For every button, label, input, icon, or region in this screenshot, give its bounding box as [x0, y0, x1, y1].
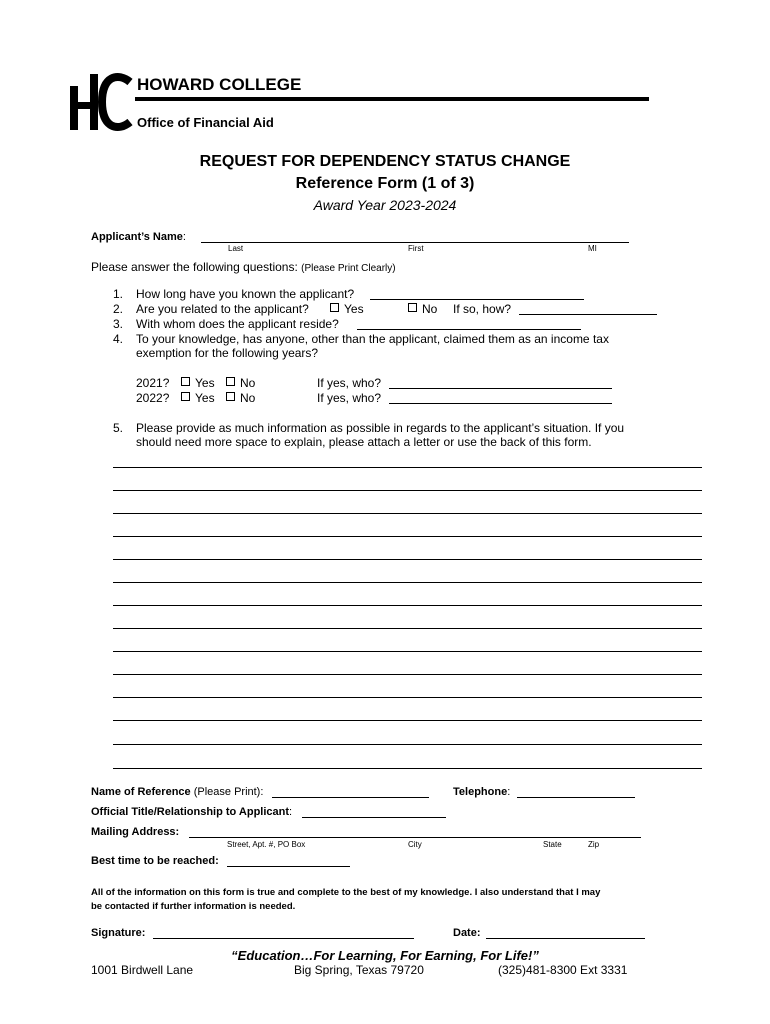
q1-text: How long have you known the applicant?	[136, 287, 355, 301]
certification-line1: All of the information on this form is true and complete to the best of my knowledge. I also understand that I may	[91, 887, 601, 898]
header-rule	[135, 97, 649, 101]
answer-line[interactable]	[113, 559, 702, 560]
answer-line[interactable]	[113, 768, 702, 769]
date-field[interactable]	[486, 938, 645, 939]
best-time-field[interactable]	[227, 866, 350, 867]
q4-year-2022: 2022?	[136, 391, 170, 405]
mailing-state-caption: State	[543, 840, 562, 849]
hc-logo-icon	[68, 72, 134, 132]
q2-number: 2.	[113, 302, 124, 316]
q1-number: 1.	[113, 287, 124, 301]
footer-motto: “Education…For Learning, For Earning, For Life!”	[231, 948, 539, 963]
answer-line[interactable]	[113, 513, 702, 514]
questions-intro: Please answer the following questions: (Please Print Clearly)	[91, 260, 396, 274]
q3-number: 3.	[113, 317, 124, 331]
college-name: HOWARD COLLEGE	[137, 75, 302, 94]
signature-field[interactable]	[153, 938, 414, 939]
answer-line[interactable]	[113, 536, 702, 537]
mailing-zip-caption: Zip	[588, 840, 600, 849]
q3-answer-field[interactable]	[357, 329, 581, 330]
q2-how-field[interactable]	[519, 314, 657, 315]
q1-answer-field[interactable]	[370, 299, 584, 300]
q4-2022-yes[interactable]: Yes	[181, 391, 215, 405]
checkbox-icon[interactable]	[408, 303, 417, 312]
checkbox-icon[interactable]	[330, 303, 339, 312]
answer-line[interactable]	[113, 605, 702, 606]
footer-phone: (325)481-8300 Ext 3331	[498, 963, 628, 977]
q4-number: 4.	[113, 332, 124, 346]
answer-line[interactable]	[113, 697, 702, 698]
applicant-mi-caption: MI	[588, 244, 597, 253]
answer-line[interactable]	[113, 582, 702, 583]
telephone-label: Telephone:	[453, 786, 511, 798]
college-logo	[68, 72, 134, 132]
q2-text: Are you related to the applicant?	[136, 302, 309, 316]
telephone-field[interactable]	[517, 797, 635, 798]
footer-address: 1001 Birdwell Lane	[91, 963, 194, 977]
q4-year-2021: 2021?	[136, 376, 170, 390]
q5-number: 5.	[113, 421, 124, 435]
best-time-label: Best time to be reached:	[91, 855, 219, 867]
q2-yes-option[interactable]: Yes	[330, 302, 364, 316]
answer-line[interactable]	[113, 744, 702, 745]
applicant-name-field[interactable]	[201, 242, 629, 243]
mailing-address-label: Mailing Address:	[91, 826, 180, 838]
applicant-last-caption: Last	[228, 244, 244, 253]
q5-text-line1: Please provide as much information as possible in regards to the applicant’s situation. If you	[136, 421, 625, 435]
official-title-field[interactable]	[302, 817, 446, 818]
q4-text-line2: exemption for the following years?	[136, 346, 319, 360]
q3-text: With whom does the applicant reside?	[136, 317, 339, 331]
answer-line[interactable]	[113, 651, 702, 652]
certification-line2: be contacted if further information is needed.	[91, 901, 296, 912]
reference-name-label: Name of Reference (Please Print):	[91, 786, 264, 798]
date-label: Date:	[453, 927, 481, 939]
checkbox-icon[interactable]	[181, 392, 190, 401]
reference-name-field[interactable]	[272, 797, 429, 798]
mailing-address-field[interactable]	[189, 837, 641, 838]
q2-how-label: If so, how?	[453, 302, 512, 316]
answer-line[interactable]	[113, 490, 702, 491]
checkbox-icon[interactable]	[226, 377, 235, 386]
q2-no-option[interactable]: No	[408, 302, 437, 316]
answer-line[interactable]	[113, 628, 702, 629]
q4-2022-no[interactable]: No	[226, 391, 255, 405]
mailing-street-caption: Street, Apt. #, PO Box	[227, 840, 306, 849]
q5-text-line2: should need more space to explain, please attach a letter or use the back of this form.	[136, 435, 592, 449]
q4-2021-who-label: If yes, who?	[317, 376, 382, 390]
answer-line[interactable]	[113, 467, 702, 468]
office-name: Office of Financial Aid	[137, 115, 274, 130]
q4-2021-who-field[interactable]	[389, 388, 612, 389]
form-subtitle: Reference Form (1 of 3)	[295, 175, 475, 192]
q4-2022-who-label: If yes, who?	[317, 391, 382, 405]
award-year: Award Year 2023-2024	[313, 197, 457, 213]
checkbox-icon[interactable]	[226, 392, 235, 401]
footer-city: Big Spring, Texas 79720	[294, 963, 424, 977]
official-title-label: Official Title/Relationship to Applicant:	[91, 806, 293, 818]
q4-2021-no[interactable]: No	[226, 376, 255, 390]
q4-2021-yes[interactable]: Yes	[181, 376, 215, 390]
q4-2022-who-field[interactable]	[389, 403, 612, 404]
signature-label: Signature:	[91, 927, 146, 939]
q4-text-line1: To your knowledge, has anyone, other than the applicant, claimed them as an income tax	[136, 332, 609, 346]
answer-line[interactable]	[113, 720, 702, 721]
answer-line[interactable]	[113, 674, 702, 675]
applicant-name-label: Applicant’s Name:	[91, 231, 186, 243]
form-title: REQUEST FOR DEPENDENCY STATUS CHANGE	[199, 153, 571, 170]
applicant-first-caption: First	[408, 244, 424, 253]
checkbox-icon[interactable]	[181, 377, 190, 386]
mailing-city-caption: City	[408, 840, 422, 849]
